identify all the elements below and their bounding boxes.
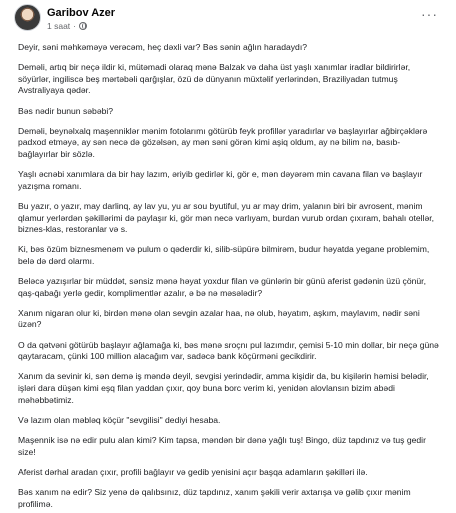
post-paragraph: Və lazım olan məbləq köçür "sevgilisi" dediyi hesaba. (18, 414, 221, 425)
post-time[interactable]: 1 saat (47, 21, 71, 31)
post-paragraph: Xanım nigaran olur ki, birdən mənə olan sevgin azalar haa, nə olub, həyatım, aşkım, maylavım, nədir səni üzən? (18, 307, 420, 330)
post-paragraph: Ki, bəs özüm biznesmenəm və pulum o qəderdir ki, silib-süpürə bilmirəm, budur həyatda yegane problemim, belə də dərd olarmı. (18, 244, 430, 266)
post-meta (47, 21, 87, 31)
avatar[interactable] (14, 4, 41, 31)
post-paragraph: Deməli, beynəlxalq maşenniklər mənim fotolarımı götürüb feyk profillər yaradırlar və başlayırlar ağbirçəklərə padxod etməyə, ay sən necə də gözəlsən, ay mən səni görən kimi aşiq oldum, ay nə bilim nə, basıb-bağlayırlar bir sözlə. (18, 125, 428, 159)
post-paragraph: Beləcə yazışırlar bir müddət, sənsiz mənə həyat yoxdur filan və günlərin bir günü aferist gədənin üzü çönür, qaş-qabağı yerlə gedir, komplimentlər azalır, ə bə nə məsələdir? (18, 276, 426, 298)
post-paragraph: Yaşlı əcnəbi xanımlara da bir hay lazım, əriyib gedirlər ki, gör e, mən dəyərəm min cavana filan və başlayır yazışma romanı. (18, 169, 423, 191)
more-options-icon[interactable]: ··· (421, 6, 438, 22)
post-paragraph: Deməli, artıq bir neçə ildir ki, mütəmadi olaraq mənə Balzak və daha üst yaşlı xanımlar iradlar bildirirlər, söyürlər, ingiliscə beş mərtəbəli qarğışlar, özü də dünyanın müxtəlif yerlərindən, Braziliyadan tutmuş Avstraliyaya qədər. (18, 62, 411, 96)
post-paragraph: Bəs nədir bunun səbəbi? (18, 105, 114, 116)
post-paragraph: Xanım da sevinir ki, sən demə iş məndə deyil, sevgisi yerindədir, amma kişidir da, bu kişilərin həmisi belədir, işləri dara düşən kimi eşq filan yaddan çıxır, qoy buna borc verim ki, yenidən alovlansın bizim abədi məhəbbətimiz. (18, 371, 429, 405)
post-header (7, 0, 450, 36)
post-paragraph: Maşennik isə nə edir pulu alan kimi? Kim tapsa, məndən bir dənə yağlı tuş! Bingo, düz tapdınız və tuş gedir size! (18, 434, 426, 457)
author-name[interactable]: Garibov Azer (47, 7, 116, 19)
meta-separator: · (73, 21, 76, 31)
post-paragraph: O da qətvəni götürüb başlayır ağlamağa ki, bəs mənə sroçnı pul lazımdır, çemisi 5-10 min dollar, bir neçə günə qaytaracam, çünki 100 million alacağım var, sadəcə bank köçürməni gecikdirir. (18, 339, 439, 362)
globe-icon[interactable] (79, 22, 87, 30)
post-paragraph: Aferist dərhal aradan çıxır, profili bağlayır və gedib yenisini açır başqa adamların şəkilləri ilə. (18, 466, 368, 477)
post-paragraph: Deyir, səni məhkəməyə verəcəm, heç dəxli var? Bəs sənin ağlın haradaydı? (18, 42, 307, 52)
post-body (7, 36, 450, 510)
post-paragraph: Bəs xanım nə edir? Siz yenə də qalıbsınız, düz tapdınız, xanım şəkili verir axtarışa və gəlib çıxır mənim profilimə. (18, 486, 411, 509)
post-paragraph: Bu yazır, o yazır, may darlinq, ay lav yu, yu ar sou byutiful, yu ar may drim, yalanın biri bir avrosent, mənim qlamur yerlərdən şəkillərimi də paylaşır ki, gör mən necə varlıyam, burdan vurub ordan çıxıram, bahalı otellər, biznes-klas, restoranlar və s. (18, 200, 435, 235)
